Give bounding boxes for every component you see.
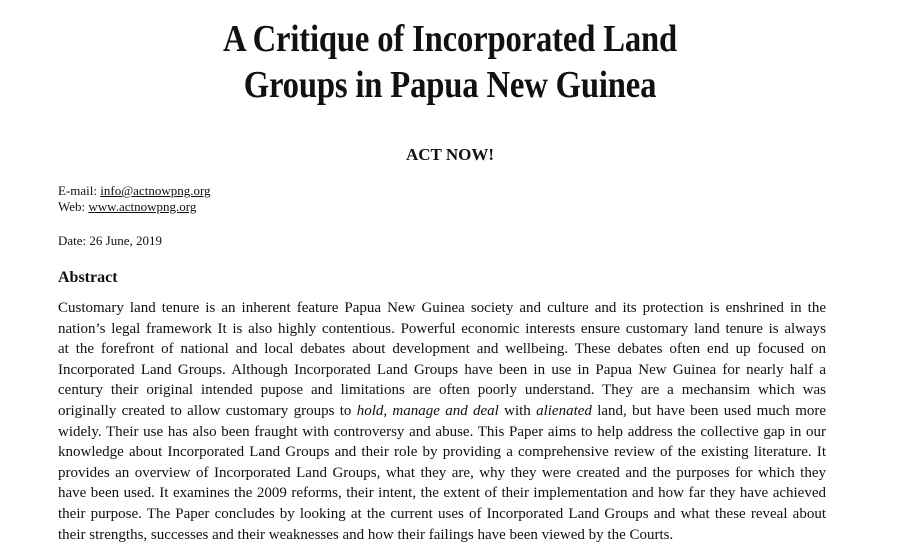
contact-info — [58, 183, 211, 215]
web-row — [58, 199, 211, 215]
abstract-line: their purpose. The Paper concludes by looking at the current uses of Incorporated Land Groups and what these reveal about — [58, 505, 826, 522]
italic-phrase: hold, manage and deal — [356, 402, 499, 419]
document-title — [0, 16, 900, 108]
abstract-line-mixed — [58, 401, 826, 422]
abstract-body — [58, 298, 826, 545]
italic-word: alienated — [536, 402, 592, 419]
abstract-line: nation’s legal framework It is also highly contentious. Powerful economic interests ensure customary land tenure is always — [58, 320, 826, 337]
web-link[interactable]: www.actnowpng.org — [88, 199, 197, 214]
abstract-line: Incorporated Land Groups. Although Incorporated Land Groups have been in use in Papua New Guinea for nearly half a — [58, 361, 826, 378]
abstract-line: century their original intended pupose and limitations are often poorly understand. They are a mechansim which was — [58, 382, 826, 399]
document-date: Date: 26 June, 2019 — [58, 233, 162, 248]
abstract-heading: Abstract — [58, 269, 118, 286]
abstract-line: knowledge about Incorporated Land Groups and their role by providing a comprehensive review of the existing literature. It — [58, 444, 826, 461]
title-line-2: Groups in Papua New Guinea — [243, 64, 657, 106]
line-text: with — [498, 402, 537, 419]
abstract-line: have been used. It examines the 2009 reforms, their intent, the extent of their implementation and how far they have achieved — [58, 485, 826, 502]
abstract-line: Customary land tenure is an inherent feature Papua New Guinea society and culture and its protection is enshrined in the — [58, 300, 826, 316]
email-row — [58, 183, 211, 199]
email-link[interactable]: info@actnowpng.org — [100, 183, 211, 198]
abstract-line: at the forefront of national and local debates about development and wellbeing. These debates often end up focused on — [58, 341, 826, 358]
title-line-1: A Critique of Incorporated Land — [222, 18, 678, 60]
abstract-line: their strengths, successes and their weaknesses and how their failings have been viewed by the Courts. — [58, 526, 674, 543]
organization-name: ACT NOW! — [406, 145, 494, 164]
abstract-line: provides an overview of Incorporated Land Groups, what they are, why they were created and the purposes for which they — [58, 464, 826, 481]
line-text: land, but have been used much more — [591, 402, 827, 419]
abstract-line: widely. Their use has also been fraught with controversy and abuse. This Paper aims to help address the collective gap in our — [58, 423, 826, 440]
line-text: originally created to allow customary groups to — [58, 402, 357, 419]
email-label: E-mail: — [58, 183, 101, 198]
web-label: Web: — [58, 199, 89, 214]
